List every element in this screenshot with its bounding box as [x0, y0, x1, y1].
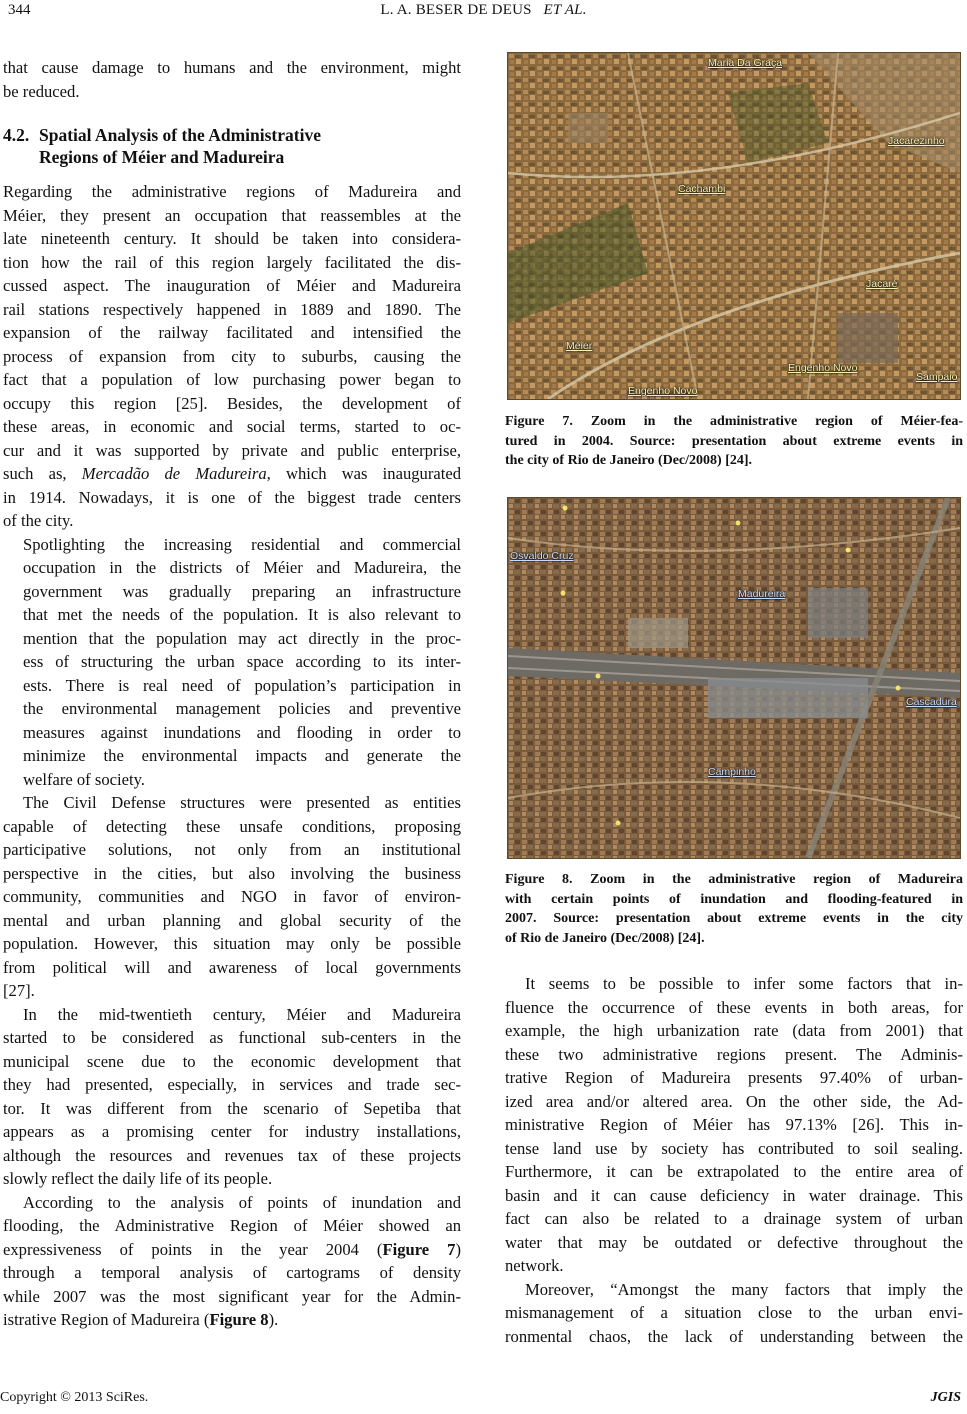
caption-line: tured in 2004. Source: presentation about extreme events in: [505, 433, 963, 449]
paragraph: [3, 1191, 461, 1332]
text-line: basin and it can cause deficiency in water drainage. This: [505, 1185, 963, 1205]
text-line: perspective in the cities, but also involving the business: [3, 863, 461, 883]
footer-copyright: Copyright © 2013 SciRes.: [0, 1390, 149, 1405]
text-line: fact can also be related to a drainage system of urban: [505, 1209, 963, 1228]
text-line: ests. There is real need of population’s participation in: [23, 675, 461, 695]
text-line: ess of structuring the urban space according to its inter-: [23, 652, 461, 671]
text-line: tense land use by society has contributed to soil sealing.: [505, 1138, 963, 1158]
map-label: Méier: [566, 340, 593, 352]
caption-line: Figure 7. Zoom in the administrative region of Méier-fea-: [505, 414, 963, 429]
running-head: [0, 2, 967, 19]
map-label: Maria Da Graça: [708, 57, 783, 69]
text-line: population. However, this situation may only be possible: [3, 934, 461, 953]
running-head-et-al: ET AL.: [543, 2, 587, 18]
text-line: ronmental chaos, the lack of understanding between the: [505, 1326, 963, 1346]
running-head-authors: L. A. BESER DE DEUS: [380, 2, 532, 18]
text-line: ized area and/or altered area. On the other side, the Ad-: [505, 1091, 963, 1111]
text-line: mismanagement of a situation close to the urban envi-: [505, 1303, 963, 1322]
map-label: Cascadura: [906, 696, 957, 708]
text-line: capable of detecting these unsafe conditions, proposing: [3, 816, 461, 836]
text-line: cur and it was supported by private and public enterprise,: [3, 440, 461, 460]
text-line: occupation in the districts of Méier and Madureira, the: [23, 558, 461, 577]
text-line: these two administrative regions present. The Adminis-: [505, 1044, 963, 1064]
text-line: network.: [505, 1256, 564, 1275]
figure-7-caption: [505, 412, 963, 471]
text-line: started to be considered as functional sub-centers in the: [3, 1028, 461, 1047]
paragraph: [3, 533, 461, 792]
text-line: The Civil Defense structures were presented as entities: [23, 793, 461, 812]
page-number: 344: [8, 2, 31, 18]
map-label: Osvaldo Cruz: [510, 550, 574, 562]
text-line: from political will and awareness of local governments: [3, 957, 461, 977]
paragraph: [3, 1003, 461, 1191]
text-line: the environmental management policies and preventive: [23, 699, 461, 718]
text-line: late nineteenth century. It should be taken into considera-: [3, 229, 461, 248]
map-label: Sampaio: [916, 371, 958, 383]
map-label: Madureira: [738, 588, 786, 600]
text-line: Moreover, “Amongst the many factors that imply the: [525, 1279, 963, 1299]
text-line: measures against inundations and flooding in order to: [23, 722, 461, 742]
section-title-line-1: Spatial Analysis of the Administrative: [39, 125, 321, 145]
text-line: that met the needs of the population. It is also relevant to: [23, 605, 461, 624]
text-line: tion how the rail of this region largely facilitated the dis-: [3, 252, 461, 272]
paragraph: [505, 972, 963, 1278]
text-line: although the resources and revenues tax of these projects: [3, 1145, 461, 1165]
text-line: Regarding the administrative regions of Madureira and: [3, 182, 461, 201]
text-line: municipal scene due to the economic development that: [3, 1051, 461, 1071]
map-label: Cachambi: [678, 183, 726, 195]
text-line: [3, 1308, 461, 1332]
text-line: Méier, they present an occupation that reassembles at the: [3, 205, 461, 225]
map-label: Engenho Novo: [628, 385, 698, 397]
text-line: flooding, the Administrative Region of Méier showed an: [3, 1216, 461, 1235]
paragraph: [3, 180, 461, 533]
text-line: mention that the population may act directly in the proc-: [23, 628, 461, 648]
text-line: According to the analysis of points of inundation and: [23, 1192, 461, 1212]
text-line: tor. It was different from the scenario of Sepetiba that: [3, 1098, 461, 1118]
text-line: fluence the occurrence of these events in both areas, for: [505, 997, 963, 1017]
text-fragment: , which was inaugurated: [266, 464, 462, 483]
text-line: cussed aspect. The inauguration of Méier and Madureira: [3, 276, 461, 295]
text-line: in 1914. Nowadays, it is one of the biggest trade centers: [3, 487, 461, 507]
text-line: rail stations respectively happened in 1889 and 1890. The: [3, 299, 461, 319]
text-fragment: ).: [268, 1310, 279, 1329]
figure-reference[interactable]: Figure 8: [209, 1310, 269, 1329]
section-heading: [3, 124, 461, 168]
caption-line: with certain points of inundation and flooding-featured in: [505, 891, 963, 907]
caption-line: of Rio de Janeiro (Dec/2008) [24].: [505, 930, 705, 946]
text-line: It seems to be possible to infer some factors that in-: [525, 974, 963, 993]
intro-paragraph: [3, 56, 461, 103]
text-line: occupy this region [25]. Besides, the development of: [3, 393, 461, 413]
text-line: Spotlighting the increasing residential and commercial: [23, 534, 461, 554]
text-line: government was gradually preparing an infrastructure: [23, 581, 461, 601]
paragraph: [3, 791, 461, 1003]
figure-8-aerial-image: [507, 497, 961, 859]
text-line: they had presented, especially, in services and trade sec-: [3, 1075, 461, 1094]
text-line: while 2007 was the most significant year for the Admin-: [3, 1286, 461, 1306]
text-line: Furthermore, it can be extrapolated to the entire area of: [505, 1162, 963, 1181]
text-line: expansion of the railway facilitated and intensified the: [3, 323, 461, 342]
left-column: [3, 56, 461, 1332]
right-column: [505, 972, 963, 1348]
map-label: Jacarezinho: [888, 135, 945, 147]
caption-line: Figure 8. Zoom in the administrative region of Madureira: [505, 872, 963, 887]
caption-line: the city of Rio de Janeiro (Dec/2008) [24].: [505, 453, 753, 468]
text-line: trative Region of Madureira presents 97.40% of urban-: [505, 1068, 963, 1087]
text-fragment: ): [455, 1239, 461, 1259]
text-line: of the city.: [3, 511, 74, 530]
text-fragment: such as,: [3, 464, 82, 483]
map-label: Jacaré: [866, 278, 898, 290]
paragraph: [505, 1278, 963, 1349]
text-line: ministrative Region of Méier has 97.13% [26]. This in-: [505, 1115, 963, 1134]
figure-8-caption: [505, 870, 963, 948]
text-line: through a temporal analysis of cartograms of density: [3, 1263, 461, 1282]
figure-reference[interactable]: Figure 7: [382, 1239, 456, 1259]
footer-journal: JGIS: [930, 1390, 961, 1405]
caption-line: 2007. Source: presentation about extreme events in the city: [505, 911, 963, 926]
text-line: slowly reflect the daily life of its people.: [3, 1169, 273, 1188]
text-line: minimize the environmental impacts and generate the: [23, 746, 461, 765]
text-line: example, the high urbanization rate (data from 2001) that: [505, 1021, 963, 1040]
text-line: be reduced.: [3, 81, 80, 101]
italic-term: Mercadão de Madureira: [81, 464, 267, 483]
section-number: 4.2.: [3, 125, 30, 145]
text-line: these areas, in economic and social terms, started to oc-: [3, 417, 461, 436]
text-line: [3, 1238, 461, 1262]
text-fragment: expressiveness of points in the year 2004 (: [3, 1239, 383, 1259]
aerial-photo-madureira: [508, 498, 960, 858]
figure-7-aerial-image: [507, 52, 961, 400]
text-line: mental and urban planning and global security of the: [3, 910, 461, 930]
map-label: Engenho Novo: [788, 362, 858, 374]
text-line: [3, 462, 461, 486]
text-line: welfare of society.: [23, 769, 145, 789]
text-line: community, communities and NGO in favor of environ-: [3, 887, 461, 906]
map-label: Campinho: [708, 766, 756, 778]
text-line: participative solutions, not only from an institutional: [3, 840, 461, 859]
text-line: fact that a population of low purchasing power began to: [3, 370, 461, 389]
text-line: [27].: [3, 981, 35, 1000]
text-line: that cause damage to humans and the environment, might: [3, 58, 461, 77]
section-title-line-2: Regions of Méier and Madureira: [39, 147, 285, 167]
text-line: process of expansion from city to suburbs, causing the: [3, 346, 461, 366]
text-line: In the mid-twentieth century, Méier and Madureira: [23, 1004, 461, 1024]
text-fragment: istrative Region of Madureira (: [3, 1310, 210, 1329]
text-line: water that may be outdated or defective throughout the: [505, 1232, 963, 1252]
text-line: appears as a promising center for industry installations,: [3, 1122, 461, 1141]
